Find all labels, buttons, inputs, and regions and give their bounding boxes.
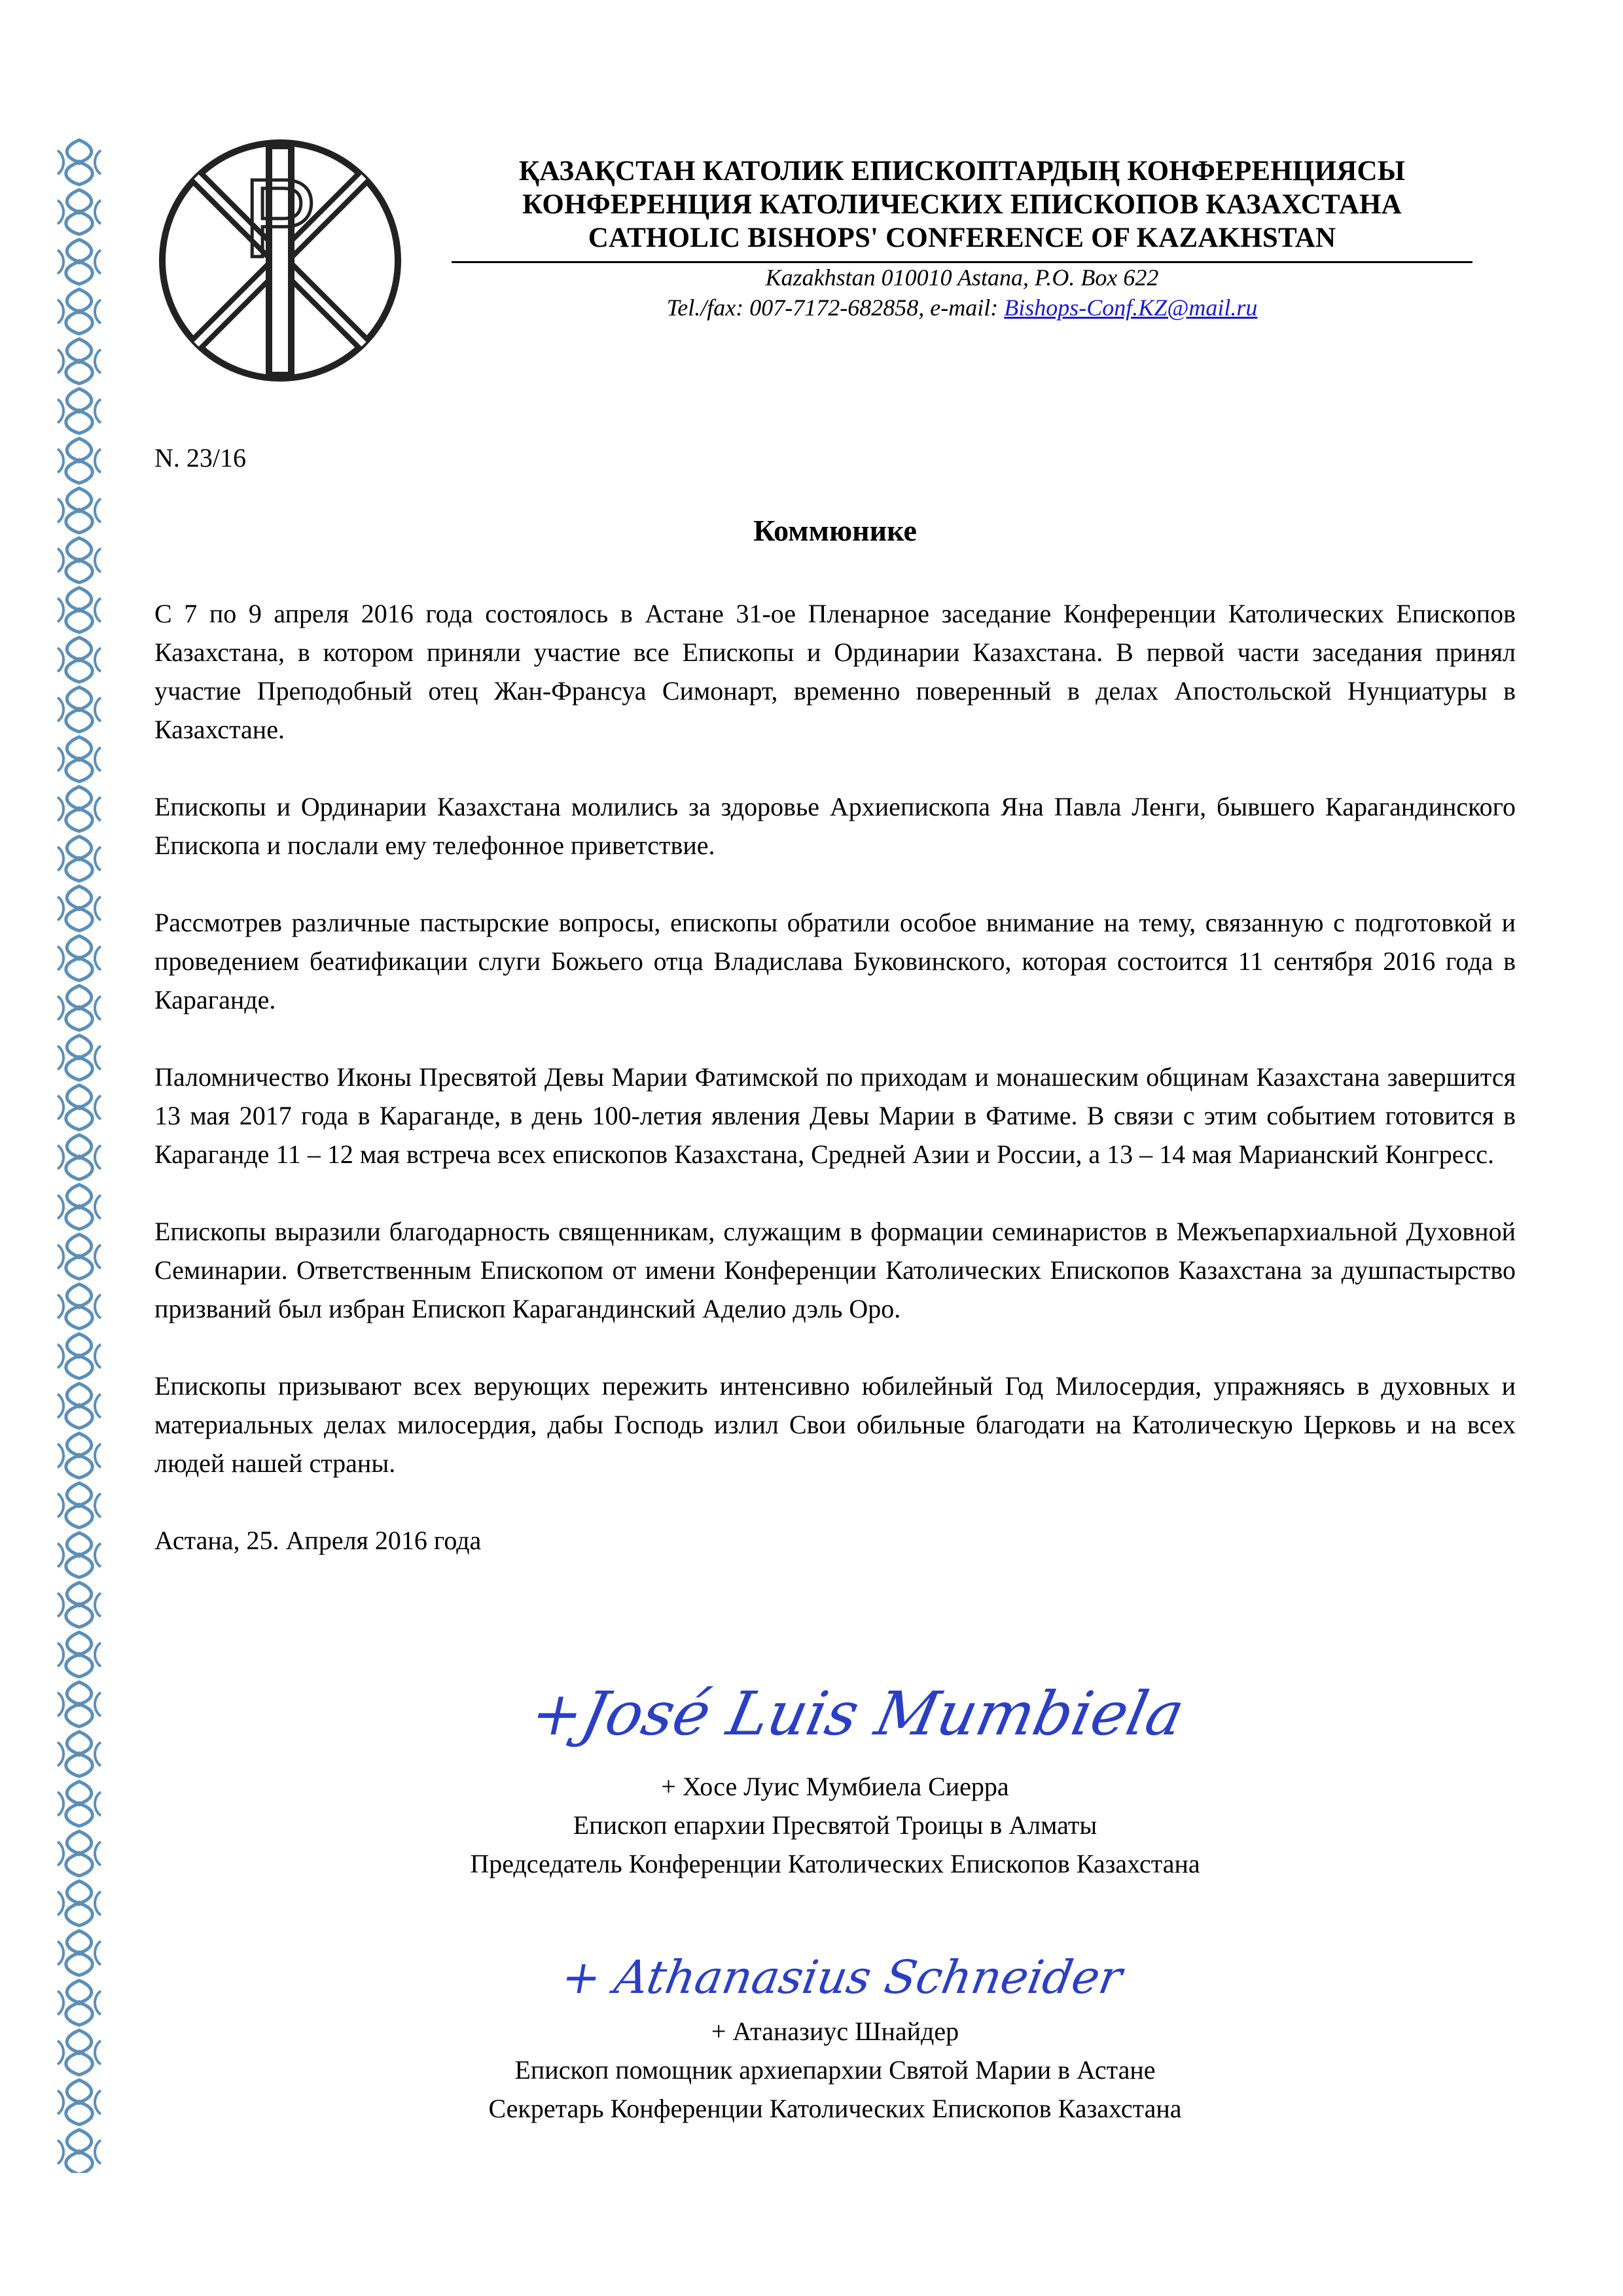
ornament-border	[50, 137, 109, 2173]
paragraph: Паломничество Иконы Пресвятой Девы Марии Фатимской по приходам и монашеским общинам Казахстана завершится 13 мая 2017 года в Караганде, в день 100-летия явления Девы Марии в Фатиме. В связи с этим событием готовится в Караганде 11 – 12 мая встреча всех епископов Казахстана, Средней Азии и России, а 13 – 14 мая Марианский Конгресс.	[154, 1062, 1516, 1169]
signatory-name: + Атаназиус Шнайдер	[711, 2017, 959, 2046]
document-body	[154, 594, 1516, 1560]
signatory-role: Секретарь Конференции Католических Епископов Казахстана	[488, 2094, 1182, 2123]
letterhead	[452, 154, 1472, 255]
chi-rho-icon	[152, 132, 408, 389]
letterhead-en: CATHOLIC BISHOPS' CONFERENCE OF KAZAKHSTAN	[588, 223, 1336, 253]
signature-handwriting: + Athanasius Schneider	[558, 1950, 1126, 2004]
document-number: N. 23/16	[154, 443, 246, 473]
signatory-role: Председатель Конференции Католических Епископов Казахстана	[470, 1849, 1200, 1878]
signatory-name: + Хосе Луис Мумбиела Сиерра	[661, 1772, 1009, 1801]
contact-text: Tel./fax: 007-7172-682858, e-mail:	[666, 295, 1005, 321]
paragraph: Епископы и Ординарии Казахстана молились за здоровье Архиепископа Яна Павла Ленги, бывшего Карагандинского Епископа и послали ему телефонное приветствие.	[154, 792, 1516, 860]
letterhead-address: Kazakhstan 010010 Astana, P.O. Box 622	[765, 264, 1159, 291]
place-date: Астана, 25. Апреля 2016 года	[154, 1526, 482, 1555]
email-link[interactable]: Bishops-Conf.KZ@mail.ru	[1004, 295, 1258, 321]
signature-image	[556, 1937, 1126, 2016]
paragraph: Епископы призывают всех верующих пережить интенсивно юбилейный Год Милосердия, упражняясь в духовных и материальных делах милосердия, дабы Господь излил Свои обильные благодати на Католическую Церковь и на всех людей нашей страны.	[154, 1371, 1516, 1478]
paragraph: С 7 по 9 апреля 2016 года состоялось в Астане 31-ое Пленарное заседание Конференции Католических Епископов Казахстана, в котором приняли участие все Епископы и Ординарии Казахстана. В первой части заседания принял участие Преподобный отец Жан-Франсуа Симонарт, временно поверенный в делах Апостольской Нунциатуры в Казахстане.	[154, 599, 1516, 744]
paragraph: Рассмотрев различные пастырские вопросы, епископы обратили особое внимание на тему, связанную с подготовкой и проведением беатификации слуги Божьего отца Владислава Буковинского, которая состоится 11 сентября 2016 года в Караганде.	[154, 908, 1516, 1014]
signature-image	[524, 1662, 1190, 1761]
letterhead-kz: ҚАЗАҚСТАН КАТОЛИК ЕПИСКОПТАРДЫҢ КОНФЕРЕНЦИЯСЫ	[518, 156, 1406, 187]
signatory-title: Епископ помощник архиепархии Святой Марии в Астане	[514, 2055, 1156, 2085]
letterhead-contact	[452, 293, 1472, 322]
paragraph: Епископы выразили благодарность священникам, служащим в формации семинаристов в Межъепархиальной Духовной Семинарии. Ответственным Епископом от имени Конференции Католических Епископов Казахстана за душпастырство призваний был избран Епископ Карагандинский Аделио дэль Оро.	[154, 1217, 1516, 1323]
signature-handwriting: +José Luis Mumbiela	[524, 1678, 1190, 1749]
letterhead-ru: КОНФЕРЕНЦИЯ КАТОЛИЧЕСКИХ ЕПИСКОПОВ КАЗАХСТАНА	[522, 189, 1402, 220]
signatory-2	[154, 2012, 1516, 2128]
signatory-title: Епископ епархии Пресвятой Троицы в Алматы	[573, 1810, 1097, 1840]
signatory-1	[154, 1767, 1516, 1883]
document-title: Коммюнике	[753, 514, 917, 547]
logo-letter: P	[243, 156, 317, 281]
